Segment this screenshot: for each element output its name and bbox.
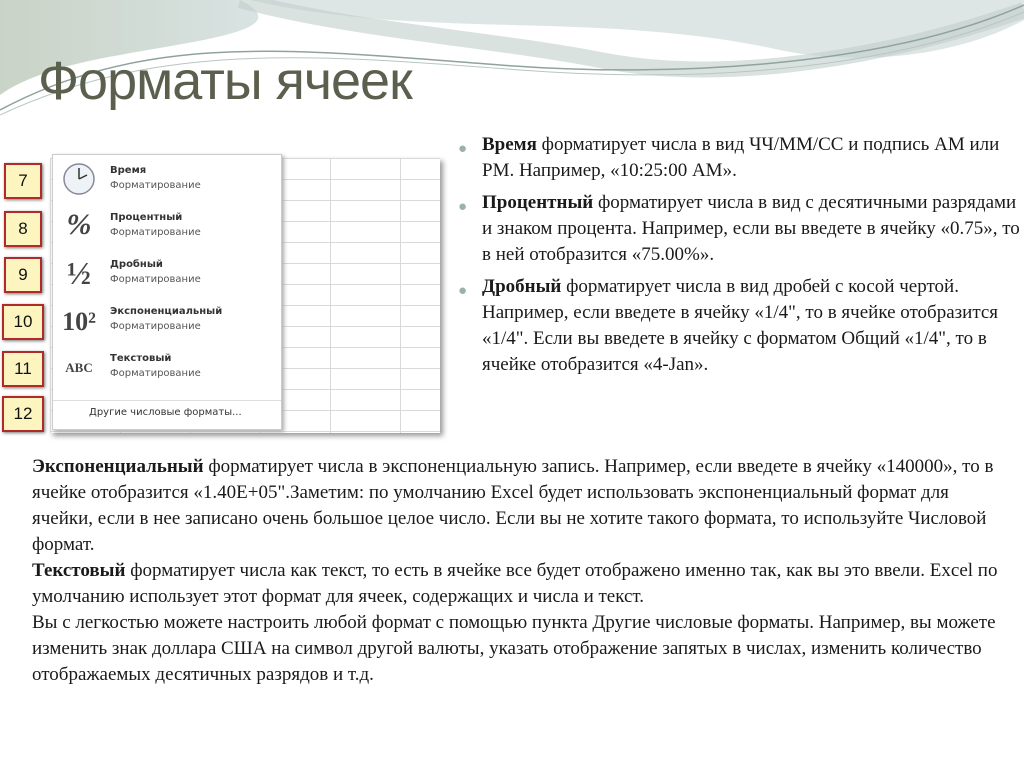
abc-icon: ABC [65, 360, 93, 375]
menu-item-scientific[interactable] [53, 298, 281, 344]
menu-item-subtitle: Форматирование [110, 274, 201, 285]
bullet-term: Дробный [482, 276, 562, 297]
clock-icon [59, 161, 99, 199]
menu-item-text[interactable] [53, 345, 281, 391]
number-badge: 11 [2, 351, 44, 387]
menu-item-title: Текстовый [110, 353, 172, 364]
paragraph-term: Экспоненциальный [32, 456, 204, 477]
more-number-formats[interactable]: Другие числовые форматы... [53, 400, 281, 418]
menu-item-subtitle: Форматирование [110, 180, 201, 191]
menu-item-time[interactable] [53, 157, 281, 203]
bullet-icon: ● [458, 283, 468, 299]
number-badge: 9 [4, 257, 42, 293]
percent-icon: % [66, 208, 92, 241]
bullet-icon: ● [458, 141, 468, 157]
number-badge: 10 [2, 304, 44, 340]
bullet-fraction [458, 274, 1024, 378]
paragraph-text-format [32, 558, 1007, 610]
exponent-icon: 10² [62, 307, 96, 336]
paragraph-term: Текстовый [32, 560, 126, 581]
bullet-text: форматирует числа в вид с десятичными разрядами и знаком процента. Например, если вы введете в ячейку «0.75», то в ней отобразится «75.00%». [482, 192, 1020, 265]
menu-item-percent[interactable] [53, 204, 281, 250]
bullet-percent [458, 190, 1024, 268]
number-badge: 12 [2, 396, 44, 432]
menu-item-title: Экспоненциальный [110, 306, 223, 317]
paragraph-text: форматирует числа в экспоненциальную запись. Например, если введете в ячейку «140000», то в ячейке отобразится «1.40E+05".Заметим: по умолчанию Excel будет использовать экспоненциальный формат для ячейки, если в нее записано очень большое целое число. Если вы не хотите такого формата, то используйте Числовой формат. [32, 456, 994, 555]
bullet-term: Время [482, 134, 537, 155]
menu-item-title: Процентный [110, 212, 183, 223]
bullet-text: форматирует числа в вид ЧЧ/ММ/СС и подпись AM или PM. Например, «10:25:00 AM». [482, 134, 1000, 181]
menu-item-fraction[interactable] [53, 251, 281, 297]
number-badge: 8 [4, 211, 42, 247]
lower-text [32, 454, 1007, 688]
menu-item-subtitle: Форматирование [110, 368, 201, 379]
menu-item-title: Дробный [110, 259, 163, 270]
number-badge: 7 [4, 163, 42, 199]
paragraph-text: форматирует числа как текст, то есть в ячейке все будет отображено именно так, как вы это ввели. Excel по умолчанию использует этот формат для ячеек, содержащих и числа и текст. [32, 560, 998, 607]
fraction-icon: ½ [67, 255, 91, 291]
bullet-text: форматирует числа в вид дробей с косой чертой. Например, если введете в ячейку «1/4", то в ячейке отобразится «1/4". Если вы введете в ячейку с форматом Общий «1/4", то в ячейке отобразится «4-Jan». [482, 276, 999, 375]
bullet-time [458, 132, 1024, 184]
menu-item-title: Время [110, 165, 147, 176]
menu-item-subtitle: Форматирование [110, 227, 201, 238]
paragraph-scientific [32, 454, 1007, 558]
format-bullets [458, 132, 1024, 384]
number-format-menu [52, 154, 282, 430]
bullet-icon: ● [458, 199, 468, 215]
paragraph-text: Вы с легкостью можете настроить любой формат с помощью пункта Другие числовые форматы. Например, вы можете изменить знак доллара США на символ другой валюты, указать отображение запятых в числах, изменить количество отображаемых десятичных разрядов и т.д. [32, 612, 996, 685]
menu-item-subtitle: Форматирование [110, 321, 201, 332]
page-title: Форматы ячеек [38, 51, 412, 111]
bullet-term: Процентный [482, 192, 594, 213]
format-menu-screenshot [0, 150, 445, 440]
paragraph-custom [32, 610, 1007, 688]
